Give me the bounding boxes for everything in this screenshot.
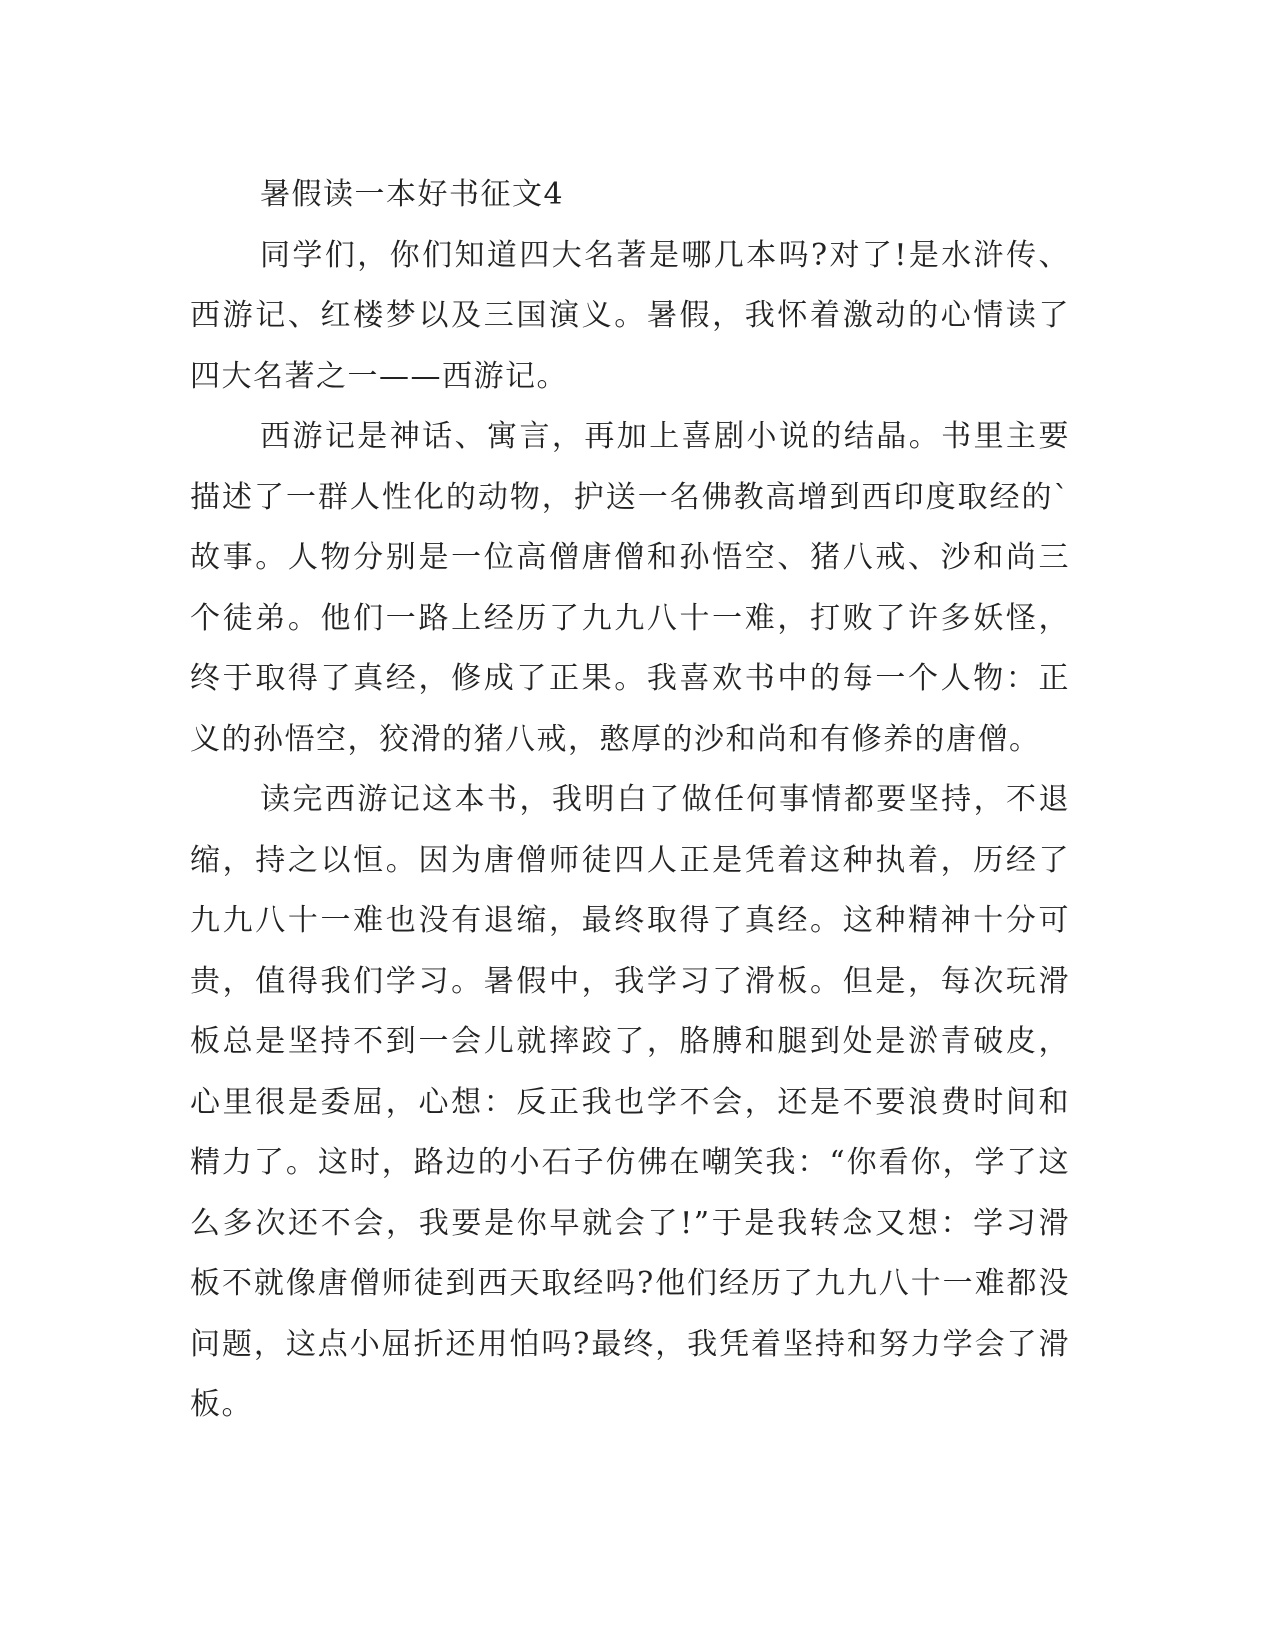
paragraph-intro: 同学们，你们知道四大名著是哪几本吗?对了!是水浒传、西游记、红楼梦以及三国演义。暑假，我怀着激动的心情读了四大名著之一——西游记。 xyxy=(190,237,1070,394)
document-body xyxy=(190,165,1070,1436)
document-title: 暑假读一本好书征文4 xyxy=(260,177,565,212)
paragraph-summary: 西游记是神话、寓言，再加上喜剧小说的结晶。书里主要描述了一群人性化的动物，护送一名佛教高增到西印度取经的`故事。人物分别是一位高僧唐僧和孙悟空、猪八戒、沙和尚三个徒弟。他们一路上经历了九九八十一难，打败了许多妖怪，终于取得了真经，修成了正果。我喜欢书中的每一个人物：正义的孙悟空，狡滑的猪八戒，憨厚的沙和尚和有修养的唐僧。 xyxy=(190,419,1070,757)
paragraph-reflection: 读完西游记这本书，我明白了做任何事情都要坚持，不退缩，持之以恒。因为唐僧师徒四人正是凭着这种执着，历经了九九八十一难也没有退缩，最终取得了真经。这种精神十分可贵，值得我们学习。暑假中，我学习了滑板。但是，每次玩滑板总是坚持不到一会儿就摔跤了，胳膊和腿到处是淤青破皮，心里很是委屈，心想：反正我也学不会，还是不要浪费时间和精力了。这时，路边的小石子仿佛在嘲笑我：“你看你，学了这么多次还不会，我要是你早就会了!”于是我转念又想：学习滑板不就像唐僧师徒到西天取经吗?他们经历了九九八十一难都没问题，这点小屈折还用怕吗?最终，我凭着坚持和努力学会了滑板。 xyxy=(190,782,1070,1422)
